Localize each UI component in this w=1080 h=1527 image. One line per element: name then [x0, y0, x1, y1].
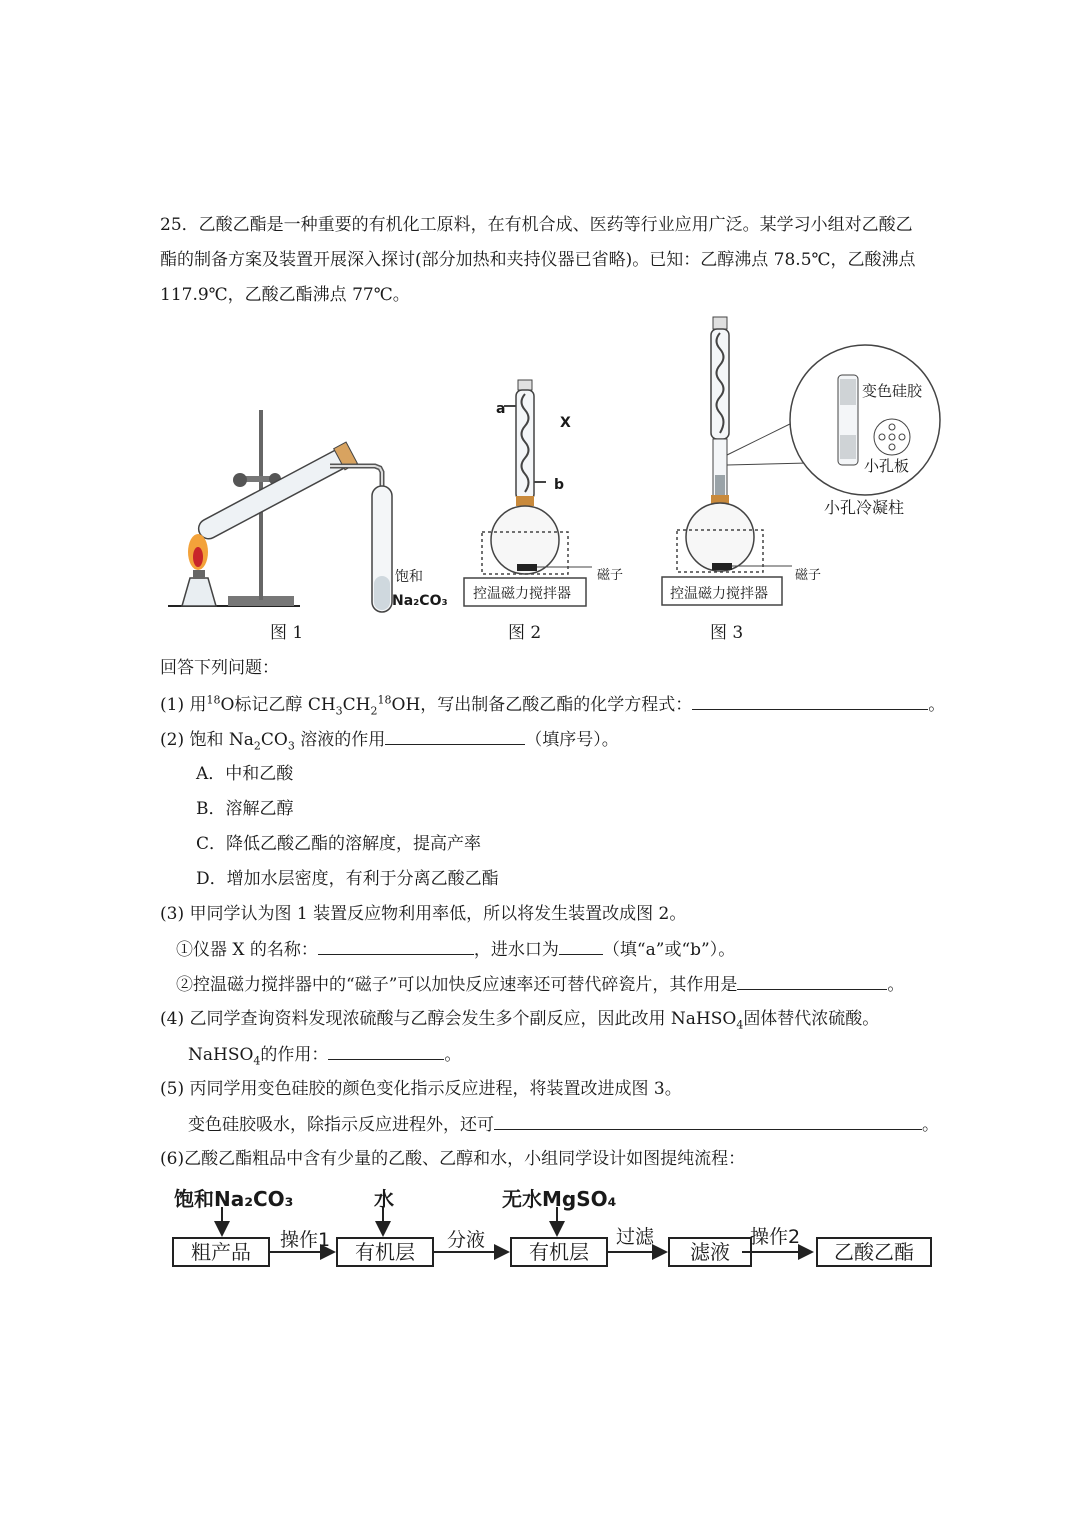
fig3-label-column: 小孔冷凝柱 — [824, 498, 905, 517]
question-5-part: 变色硅胶吸水，除指示反应进程外，还可 。 — [188, 1115, 939, 1135]
question-1: (1) 用$^{18}$O标记乙醇 $CH_3CH_2^{18}OH$，写出制备乙酸乙酯的化学方程式： 。 — [160, 693, 946, 718]
fig2-caption: 图 2 — [508, 623, 542, 643]
question-5: (5) 丙同学用变色硅胶的颜色变化指示反应进程，将装置改进成图 3。 — [160, 1079, 682, 1099]
fig2-label-x: X — [560, 415, 571, 431]
flow-box-crude: 粗产品 — [172, 1237, 270, 1267]
q2-option-d: D．增加水层密度，有利于分离乙酸乙酯 — [196, 869, 499, 889]
answer-blank-q3-inlet[interactable] — [559, 938, 603, 955]
flow-box-filtrate: 滤液 — [668, 1237, 752, 1267]
question-3-part-2: ②控温磁力搅拌器中的“磁子”可以加快反应速率还可替代碎瓷片，其作用是 。 — [176, 975, 905, 995]
question-2: (2) 饱和 $Na_2CO_3$ 溶液的作用 （填序号）。 — [160, 730, 619, 753]
flow-box-organic-2: 有机层 — [510, 1237, 608, 1267]
fig3-label-plate: 小孔板 — [864, 457, 910, 475]
answer-blank-q4[interactable] — [328, 1043, 444, 1060]
fig3-caption: 图 3 — [710, 623, 744, 643]
flow-reagent-2: 水 — [374, 1187, 394, 1211]
flow-box-organic-1: 有机层 — [336, 1237, 434, 1267]
intro-line-1: 25．乙酸乙酯是一种重要的有机化工原料，在有机合成、医药等行业应用广泛。某学习小组对乙酸乙 — [160, 215, 913, 235]
flow-box-ester: 乙酸乙酯 — [816, 1237, 932, 1267]
question-3: (3) 甲同学认为图 1 装置反应物利用率低，所以将发生装置改成图 2。 — [160, 904, 687, 924]
answer-blank-q3-1[interactable] — [318, 938, 474, 955]
fig2-label-b: b — [554, 477, 565, 493]
question-3-part-1: ①仪器 X 的名称： ，进水口为 （填“a”或“b”）。 — [176, 940, 736, 960]
answer-prompt: 回答下列问题： — [160, 658, 279, 678]
question-4: (4) 乙同学查询资料发现浓硫酸与乙醇会发生多个副反应，因此改用 NaHSO$_4$固体替代浓硫酸。 — [160, 1009, 880, 1032]
flow-op-1: 操作1 — [280, 1229, 331, 1251]
flow-op-4: 操作2 — [750, 1226, 801, 1248]
answer-blank-q2[interactable] — [385, 728, 525, 745]
fig2-label-magnet: 磁子 — [597, 568, 624, 583]
answer-blank-q3-2[interactable] — [737, 973, 887, 990]
fig1-label-saturated: 饱和 — [395, 569, 423, 585]
fig3-label-stirrer: 控温磁力搅拌器 — [670, 586, 768, 602]
fig1-caption: 图 1 — [270, 623, 304, 643]
flow-reagent-3: 无水MgSO₄ — [502, 1187, 617, 1211]
question-4-part: NaHSO$_4$的作用： 。 — [188, 1045, 462, 1068]
q2-option-b: B．溶解乙醇 — [196, 799, 294, 819]
fig1-label-na2co3: Na₂CO₃ — [392, 593, 448, 609]
answer-blank-q1[interactable] — [692, 693, 928, 710]
intro-line-2: 酯的制备方案及装置开展深入探讨(部分加热和夹持仪器已省略)。已知：乙醇沸点 78.5℃，乙酸沸点 — [160, 250, 916, 270]
fig2-label-a: a — [496, 401, 506, 417]
flow-op-3: 过滤 — [616, 1226, 655, 1248]
fig3-label-magnet: 磁子 — [795, 568, 822, 583]
question-6: (6)乙酸乙酯粗品中含有少量的乙酸、乙醇和水，小组同学设计如图提纯流程： — [160, 1149, 746, 1169]
q2-option-a: A．中和乙酸 — [196, 764, 294, 784]
answer-blank-q5[interactable] — [494, 1113, 922, 1130]
fig3-label-silica: 变色硅胶 — [862, 382, 923, 400]
q2-option-c: C．降低乙酸乙酯的溶解度，提高产率 — [196, 834, 482, 854]
flow-op-2: 分液 — [447, 1229, 486, 1251]
flow-reagent-1: 饱和Na₂CO₃ — [174, 1187, 294, 1211]
intro-line-3: 117.9℃，乙酸乙酯沸点 77℃。 — [160, 285, 410, 305]
fig2-label-stirrer: 控温磁力搅拌器 — [473, 586, 571, 602]
